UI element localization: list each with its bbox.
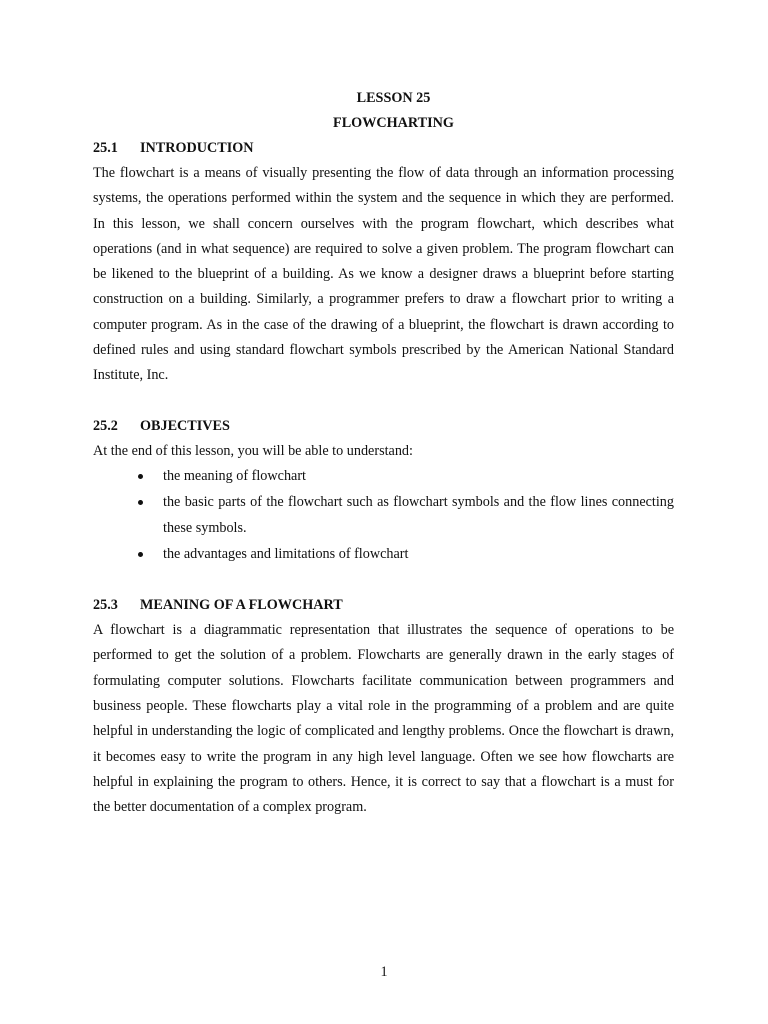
list-item: the basic parts of the flowchart such as flowchart symbols and the flow lines connecting these symbols. — [163, 490, 674, 541]
lesson-title: FLOWCHARTING — [333, 115, 454, 131]
list-item: the advantages and limitations of flowchart — [163, 542, 674, 567]
spacer — [93, 389, 674, 414]
section-heading-meaning — [93, 593, 674, 618]
objectives-list — [93, 464, 674, 567]
section-number: 25.1 — [93, 140, 118, 156]
section-number: 25.3 — [93, 597, 118, 614]
section-heading-objectives — [93, 414, 674, 439]
list-item: the meaning of flowchart — [163, 464, 674, 489]
section-title: INTRODUCTION — [140, 140, 254, 156]
introduction-paragraph: The flowchart is a means of visually presenting the flow of data through an information processing systems, the operations performed within the system and the sequence in which they are performed. In this lesson, we shall concern ourselves with the program flowchart, which describes what operations (and in what sequence) are required to solve a given problem. The program flowchart can be likened to the blueprint of a building. As we know a designer draws a blueprint before starting construction on a building. Similarly, a programmer prefers to draw a flowchart prior to writing a computer program. As in the case of the drawing of a blueprint, the flowchart is drawn according to defined rules and using standard flowchart symbols prescribed by the American National Standard Institute, Inc. — [93, 165, 674, 384]
section-title: MEANING OF A FLOWCHART — [140, 597, 343, 614]
meaning-paragraph: A flowchart is a diagrammatic representation that illustrates the sequence of operations to be performed to get the solution of a problem. Flowcharts are generally drawn in the early stages of formulating computer solutions. Flowcharts facilitate communication between programmers and business people. These flowcharts play a vital role in the programming of a problem and are quite helpful in understanding the logic of complicated and lengthy problems. Once the flowchart is drawn, it becomes easy to write the program in any high level language. Often we see how flowcharts are helpful in explaining the program to others. Hence, it is correct to say that a flowchart is a must for the better documentation of a complex program. — [93, 622, 674, 816]
objectives-intro: At the end of this lesson, you will be able to understand: — [93, 442, 413, 459]
page-number: 1 — [380, 964, 388, 980]
section-title: OBJECTIVES — [140, 417, 230, 434]
lesson-number: LESSON 25 — [356, 90, 431, 106]
section-number: 25.2 — [93, 417, 118, 434]
section-heading-introduction — [93, 136, 674, 161]
spacer — [93, 568, 674, 593]
page-content — [93, 86, 674, 821]
